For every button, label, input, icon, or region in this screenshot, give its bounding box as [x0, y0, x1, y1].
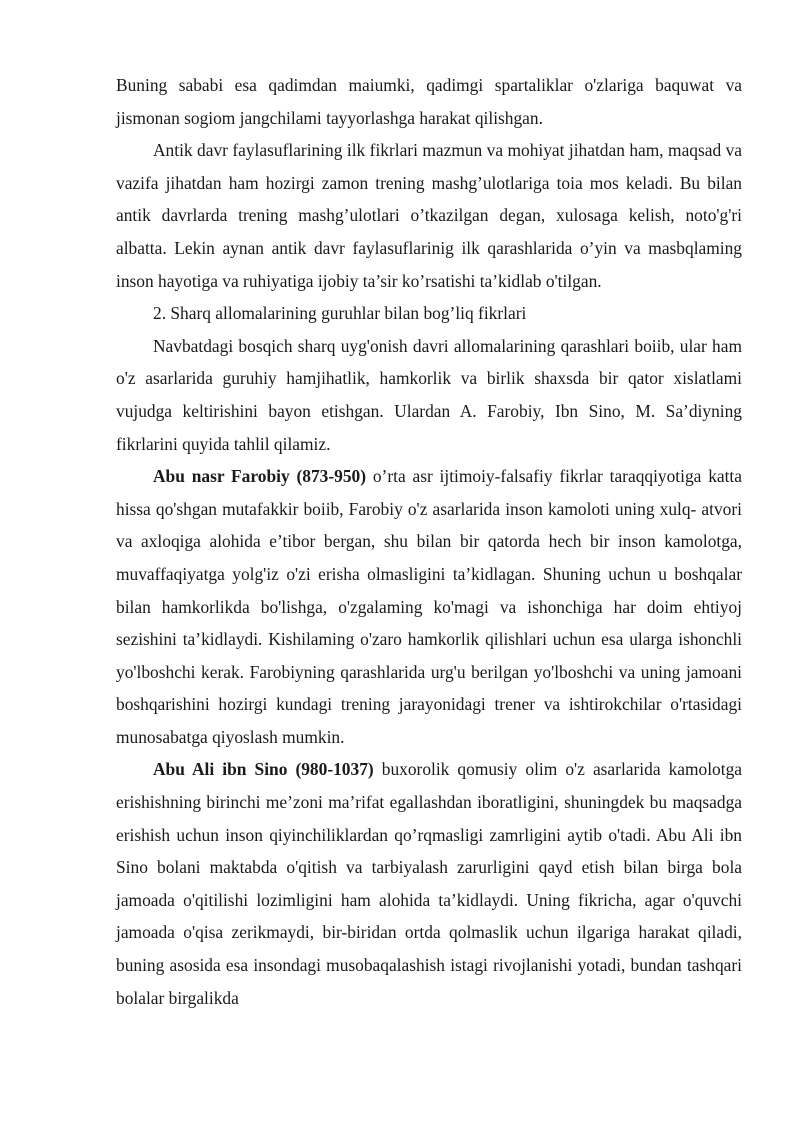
ibn-sino-text: buxorolik qomusiy olim o'z asarlarida kamolotga erishishning birinchi me’zoni ma’rifat egallashdan iboratligini, shuningdek bu maqsadga erishish uchun inson qiyinchiliklardan qo’rqmasligi zamrligini aytib o'tadi. Abu Ali ibn Sino bolani maktabda o'qitish va tarbiyalash zarurligini qayd etish bilan birga bola jamoada o'qitilishi lozimligini ham alohida ta’kidlaydi. Uning fikricha, agar o'quvchi jamoada o'qisa zerikmaydi, bir-biridan ortda qolmaslik uchun ilgariga harakat qiladi, buning asosida esa insondagi musobaqalashish istagi rivojlanishi yotadi, bundan tashqari bolalar birgalikda: [116, 759, 742, 1008]
section-heading: 2. Sharq allomalarining guruhlar bilan bog’liq fikrlari: [153, 303, 527, 324]
paragraph-farobiy: [116, 460, 742, 753]
farobiy-text: o’rta asr ijtimoiy-falsafiy fikrlar taraqqiyotiga katta hissa qo'shgan mutafakkir boiib, Farobiy o'z asarlarida inson kamoloti uning xulq- atvori va axloqiga alohida e’tibor bergan, shu bilan bir qatorda hech bir inson kamolotga, muvaffaqiyatga yolg'iz o'zi erisha olmasligini ta’kidlagan. Shuning uchun u boshqalar bilan hamkorlikda bo'lishga, o'zgalaming ko'magi va ishonchiga har doim ehtiyoj sezishini ta’kidlaydi. Kishilaming o'zaro hamkorlik qilishlari uchun esa ularga ishonchli yo'lboshchi kerak. Farobiyning qarashlarida urg'u berilgan yo'lboshchi va uning jamoani boshqarishini hozirgi kundagi trening jarayonidagi trener va ishtirokchilar o'rtasidagi munosabatga qiyoslash mumkin.: [116, 466, 742, 747]
ibn-sino-name: Abu Ali ibn Sino (980-1037): [153, 759, 374, 780]
paragraph-antik-davr: Antik davr faylasuflarining ilk fikrlari mazmun va mohiyat jihatdan ham, maqsad va vazifa jihatdan ham hozirgi zamon trening mashg’ulotlariga toia mos keladi. Bu bilan antik davrlarda trening mashg’ulotlari o’tkazilgan degan, xulosaga kelish, noto'g'ri albatta. Lekin aynan antik davr faylasuflarinig ilk qarashlarida o’yin va masbqlaming inson hayotiga va ruhiyatiga ijobiy ta’sir ko’rsatishi ta’kidlab o'tilgan.: [116, 140, 742, 291]
paragraph-intro: Buning sababi esa qadimdan maiumki, qadimgi spartaliklar o'zlariga baquwat va jismonan sogiom jangchilami tayyorlashga harakat qilishgan.: [116, 75, 742, 128]
document-page: [116, 69, 742, 1014]
paragraph-ibn-sino: [116, 753, 742, 1014]
paragraph-sharq-allomalari: Navbatdagi bosqich sharq uyg'onish davri allomalarining qarashlari boiib, ular ham o'z asarlarida guruhiy hamjihatlik, hamkorlik va birlik shaxsda bir qator xislatlami vujudga keltirishini bayon etishgan. Ulardan A. Farobiy, Ibn Sino, M. Sa’diyning fikrlarini quyida tahlil qilamiz.: [116, 335, 742, 454]
farobiy-name: Abu nasr Farobiy (873-950): [153, 466, 367, 487]
